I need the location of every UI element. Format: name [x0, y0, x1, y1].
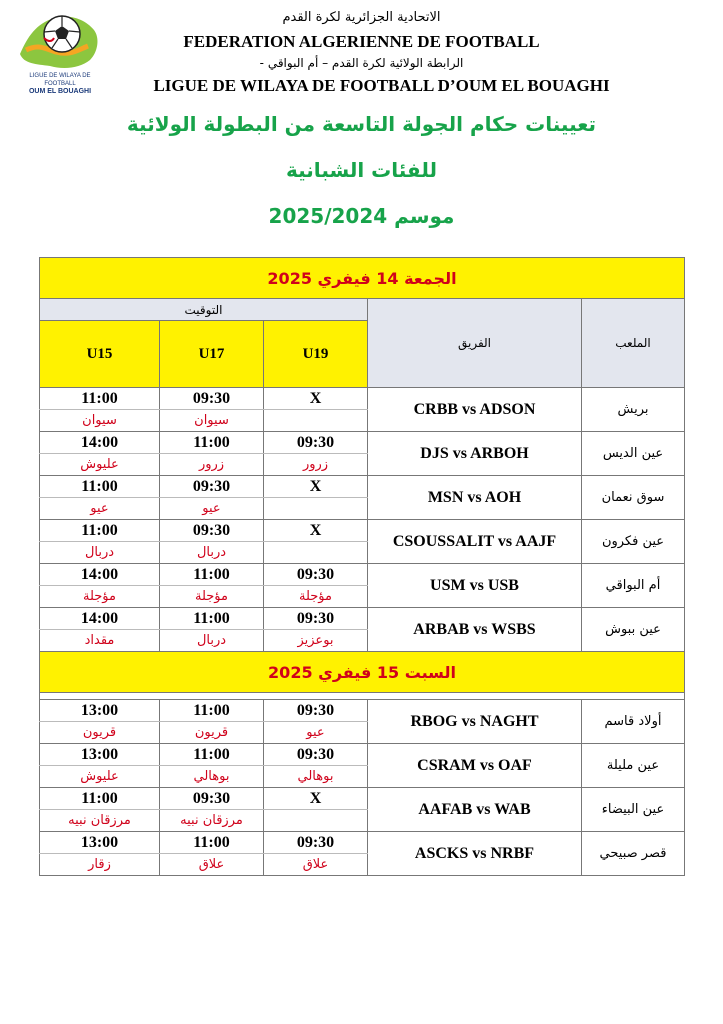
- u17-referee: عيو: [160, 498, 264, 520]
- spacer-row: [40, 693, 685, 700]
- u19-time: X: [264, 788, 368, 810]
- match-teams: ASCKS vs NRBF: [368, 832, 582, 876]
- stadium-name: أم البواقي: [582, 564, 685, 608]
- match-teams: DJS vs ARBOH: [368, 432, 582, 476]
- stadium-name: قصر صبيحي: [582, 832, 685, 876]
- u17-referee: زرور: [160, 454, 264, 476]
- u17-referee: مرزقان نبيه: [160, 810, 264, 832]
- u19-time: 09:30: [264, 700, 368, 722]
- match-row: [40, 832, 685, 854]
- u17-header: U17: [160, 321, 264, 388]
- spacer-cell: [40, 693, 685, 700]
- u19-time: 09:30: [264, 832, 368, 854]
- u17-time: 09:30: [160, 788, 264, 810]
- u17-time: 11:00: [160, 564, 264, 586]
- match-row: [40, 520, 685, 542]
- u15-referee: عيو: [40, 498, 160, 520]
- match-teams: RBOG vs NAGHT: [368, 700, 582, 744]
- u17-referee: قريون: [160, 722, 264, 744]
- u19-referee: [264, 410, 368, 432]
- u17-referee: دربال: [160, 630, 264, 652]
- u19-referee: زرور: [264, 454, 368, 476]
- match-row: [40, 388, 685, 410]
- stadium-name: عين الديس: [582, 432, 685, 476]
- u19-referee: عيو: [264, 722, 368, 744]
- u19-referee: [264, 810, 368, 832]
- u19-referee: [264, 498, 368, 520]
- u17-time: 11:00: [160, 608, 264, 630]
- match-teams: CSRAM vs OAF: [368, 744, 582, 788]
- u17-time: 11:00: [160, 744, 264, 766]
- logo-caption-line1: LIGUE DE WILAYA DE FOOTBALL: [29, 73, 91, 87]
- u17-time: 09:30: [160, 388, 264, 410]
- stadium-header: الملعب: [582, 299, 685, 388]
- u17-referee: مؤجلة: [160, 586, 264, 608]
- stadium-name: عين مليلة: [582, 744, 685, 788]
- season-label: موسم 2025/2024: [268, 204, 455, 228]
- day-header-row: [40, 652, 685, 693]
- u15-time: 14:00: [40, 432, 160, 454]
- stadium-name: عين فكرون: [582, 520, 685, 564]
- match-teams: MSN vs AOH: [368, 476, 582, 520]
- u19-referee: [264, 542, 368, 564]
- french-federation-name: FEDERATION ALGERIENNE DE FOOTBALL: [183, 32, 540, 51]
- u17-time: 09:30: [160, 520, 264, 542]
- u15-referee: مؤجلة: [40, 586, 160, 608]
- u19-referee: علاق: [264, 854, 368, 876]
- match-row: [40, 700, 685, 722]
- u17-time: 11:00: [160, 832, 264, 854]
- u17-time: 11:00: [160, 432, 264, 454]
- match-teams: ARBAB vs WSBS: [368, 608, 582, 652]
- referee-assignment-table: [39, 257, 685, 876]
- u19-referee: مؤجلة: [264, 586, 368, 608]
- stadium-name: بريش: [582, 388, 685, 432]
- timing-header: التوقيت: [40, 299, 368, 321]
- u15-referee: دربال: [40, 542, 160, 564]
- u15-time: 14:00: [40, 608, 160, 630]
- page-subtitle: للفئات الشبانية: [286, 158, 437, 182]
- u19-time: 09:30: [264, 564, 368, 586]
- match-teams: CSOUSSALIT vs AAJF: [368, 520, 582, 564]
- u19-time: X: [264, 388, 368, 410]
- u15-referee: زقار: [40, 854, 160, 876]
- u19-time: X: [264, 520, 368, 542]
- stadium-name: سوق نعمان: [582, 476, 685, 520]
- match-row: [40, 432, 685, 454]
- u15-time: 13:00: [40, 744, 160, 766]
- match-teams: USM vs USB: [368, 564, 582, 608]
- u19-time: 09:30: [264, 432, 368, 454]
- u17-referee: بوهالي: [160, 766, 264, 788]
- u17-referee: علاق: [160, 854, 264, 876]
- u15-time: 14:00: [40, 564, 160, 586]
- day-header-row: [40, 258, 685, 299]
- day2-label: السبت 15 فيفري 2025: [40, 652, 685, 693]
- u15-time: 11:00: [40, 788, 160, 810]
- u15-referee: سيوان: [40, 410, 160, 432]
- u15-referee: مقداد: [40, 630, 160, 652]
- stadium-name: أولاد قاسم: [582, 700, 685, 744]
- page-title: تعيينات حكام الجولة التاسعة من البطولة الولائية: [126, 112, 597, 136]
- u15-time: 13:00: [40, 700, 160, 722]
- u15-time: 11:00: [40, 388, 160, 410]
- stadium-name: عين ببوش: [582, 608, 685, 652]
- arabic-federation-name: الاتحادية الجزائرية لكرة القدم: [282, 10, 441, 25]
- arabic-league-name: الرابطة الولائية لكرة القدم – أم البواقي -: [259, 56, 464, 70]
- u15-header: U15: [40, 321, 160, 388]
- u15-time: 11:00: [40, 520, 160, 542]
- match-row: [40, 608, 685, 630]
- u15-referee: عليوش: [40, 454, 160, 476]
- match-row: [40, 788, 685, 810]
- u15-time: 13:00: [40, 832, 160, 854]
- u17-referee: سيوان: [160, 410, 264, 432]
- stadium-name: عين البيضاء: [582, 788, 685, 832]
- match-row: [40, 564, 685, 586]
- u19-time: X: [264, 476, 368, 498]
- logo-caption-line2: OUM EL BOUAGHI: [28, 88, 92, 95]
- u15-referee: قريون: [40, 722, 160, 744]
- team-header: الفريق: [368, 299, 582, 388]
- match-teams: CRBB vs ADSON: [368, 388, 582, 432]
- french-league-name: LIGUE DE WILAYA DE FOOTBALL D’OUM EL BOUAGHI: [153, 76, 610, 95]
- match-row: [40, 744, 685, 766]
- day1-label: الجمعة 14 فيفري 2025: [40, 258, 685, 299]
- u15-referee: عليوش: [40, 766, 160, 788]
- u17-referee: دربال: [160, 542, 264, 564]
- u17-time: 09:30: [160, 476, 264, 498]
- u19-referee: بوعزيز: [264, 630, 368, 652]
- u15-referee: مرزقان نبيه: [40, 810, 160, 832]
- u19-time: 09:30: [264, 608, 368, 630]
- u15-time: 11:00: [40, 476, 160, 498]
- u19-time: 09:30: [264, 744, 368, 766]
- match-teams: AAFAB vs WAB: [368, 788, 582, 832]
- match-row: [40, 476, 685, 498]
- u17-time: 11:00: [160, 700, 264, 722]
- u19-header: U19: [264, 321, 368, 388]
- u19-referee: بوهالي: [264, 766, 368, 788]
